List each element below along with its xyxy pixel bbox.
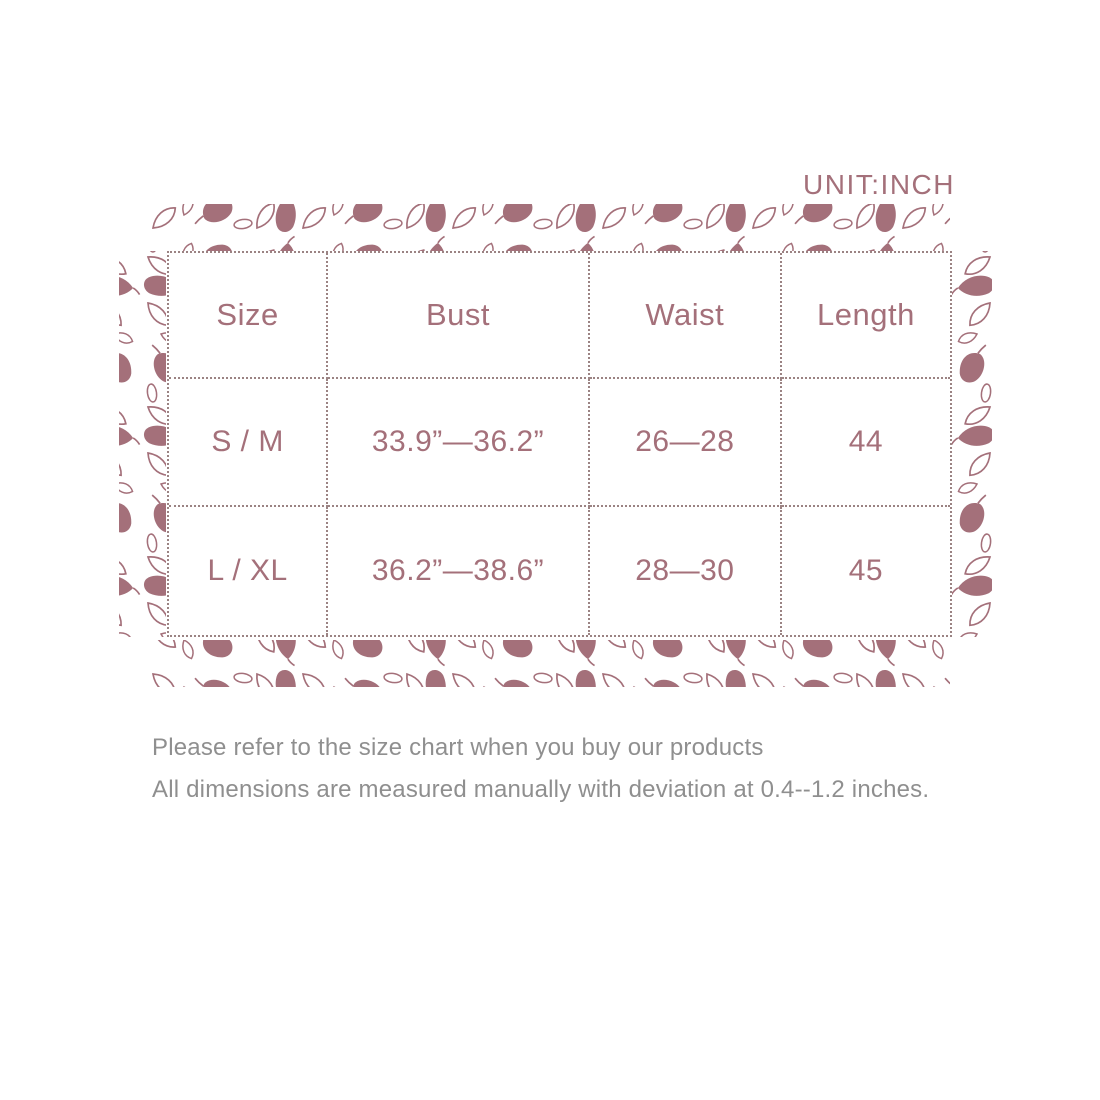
row-sm-bust-cell: 33.9”—36.2” <box>328 379 590 508</box>
size-chart-table <box>167 251 952 637</box>
footnotes <box>152 727 929 811</box>
column-header-length: Length <box>782 253 950 379</box>
row-sm-waist-cell: 26—28 <box>590 379 782 508</box>
column-header-size: Size <box>169 253 328 379</box>
row-sm-size-cell: S / M <box>169 379 328 508</box>
footnote-line-1: Please refer to the size chart when you buy our products <box>152 734 764 761</box>
column-header-bust: Bust <box>328 253 590 379</box>
row-lxl-bust-cell: 36.2”—38.6” <box>328 507 590 635</box>
unit-label: UNIT:INCH <box>803 169 955 200</box>
row-sm-length-cell: 44 <box>782 379 950 508</box>
row-lxl-length-cell: 45 <box>848 554 884 588</box>
row-lxl-waist-cell: 28—30 <box>590 507 782 635</box>
footnote-line-2: All dimensions are measured manually with deviation at 0.4--1.2 inches. <box>152 776 930 803</box>
row-lxl-size-cell: L / XL <box>169 507 328 635</box>
column-header-waist: Waist <box>590 253 782 379</box>
